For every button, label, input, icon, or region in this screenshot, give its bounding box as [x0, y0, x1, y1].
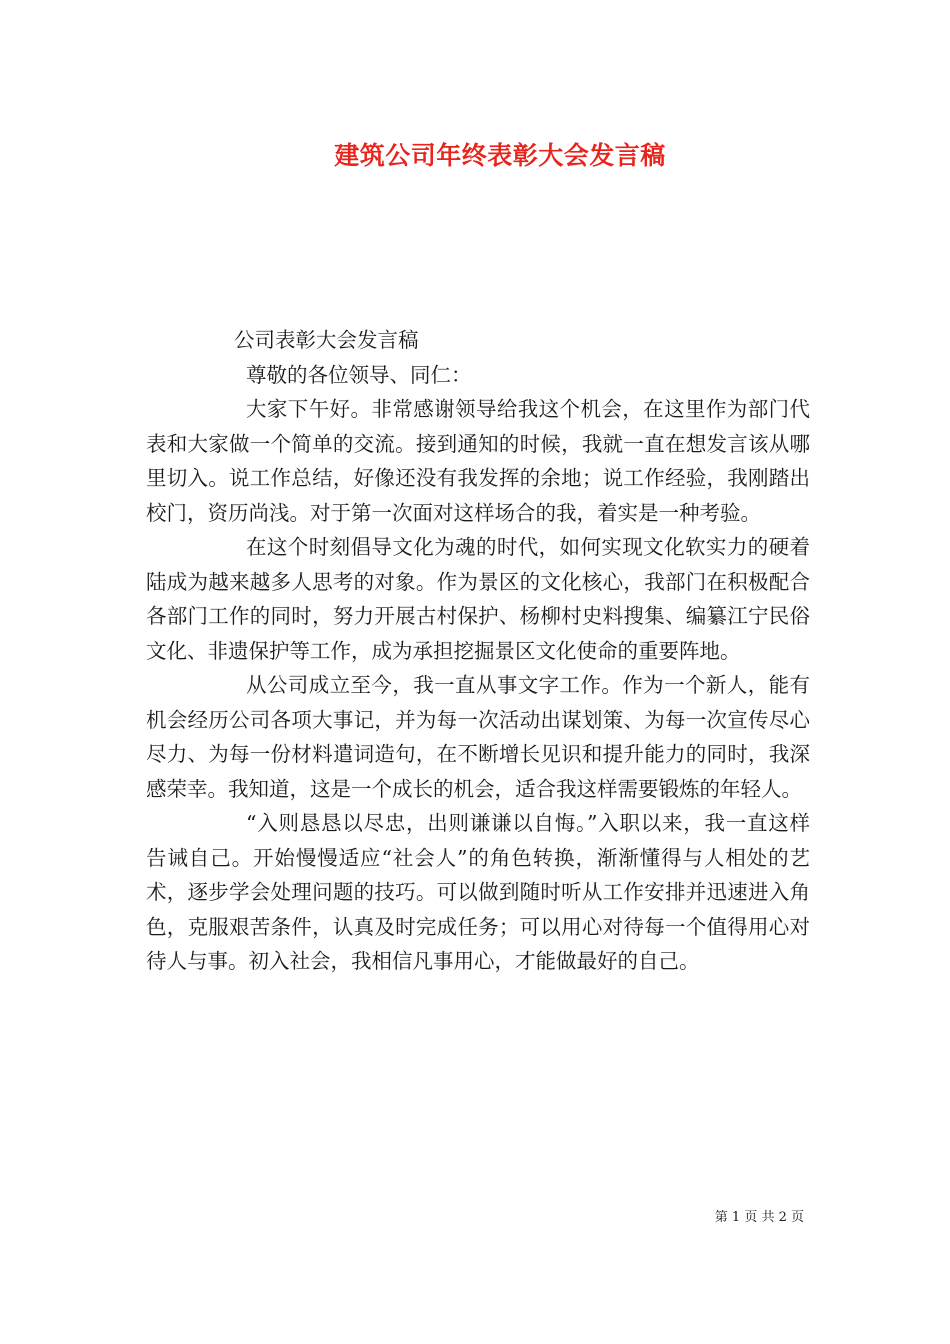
paragraph-1: 大家下午好。非常感谢领导给我这个机会，在这里作为部门代表和大家做一个简单的交流。接到通知的时候，我就一直在想发言该从哪里切入。说工作总结，好像还没有我发挥的余地；说工作经验，我刚踏出校门，资历尚浅。对于第一次面对这样场合的我，着实是一种考验。 — [146, 397, 810, 525]
page-number: 第 1 页 共 2 页 — [714, 1210, 804, 1225]
document-subtitle: 公司表彰大会发言稿 — [234, 328, 419, 352]
document-body — [146, 323, 810, 979]
paragraph-2: 在这个时刻倡导文化为魂的时代，如何实现文化软实力的硬着陆成为越来越多人思考的对象。作为景区的文化核心，我部门在积极配合各部门工作的同时，努力开展古村保护、杨柳村史料搜集、编纂江宁民俗文化、非遗保护等工作，成为承担挖掘景区文化使命的重要阵地。 — [146, 535, 810, 663]
paragraph-3: 从公司成立至今，我一直从事文字工作。作为一个新人，能有机会经历公司各项大事记，并为每一次活动出谋划策、为每一次宣传尽心尽力、为每一份材料遣词造句，在不断增长见识和提升能力的同时，我深感荣幸。我知道，这是一个成长的机会，适合我这样需要锻炼的年轻人。 — [146, 673, 810, 801]
greeting-line: 尊敬的各位领导、同仁： — [246, 362, 472, 387]
document-title: 建筑公司年终表彰大会发言稿 — [334, 141, 666, 170]
paragraph-4: “入则恳恳以尽忠，出则谦谦以自悔。”入职以来，我一直这样告诫自己。开始慢慢适应“社会人”的角色转换，渐渐懂得与人相处的艺术，逐步学会处理问题的技巧。可以做到随时听从工作安排并迅速进入角色，克服艰苦条件，认真及时完成任务；可以用心对待每一个值得用心对待人与事。初入社会，我相信凡事用心，才能做最好的自己。 — [146, 811, 810, 973]
